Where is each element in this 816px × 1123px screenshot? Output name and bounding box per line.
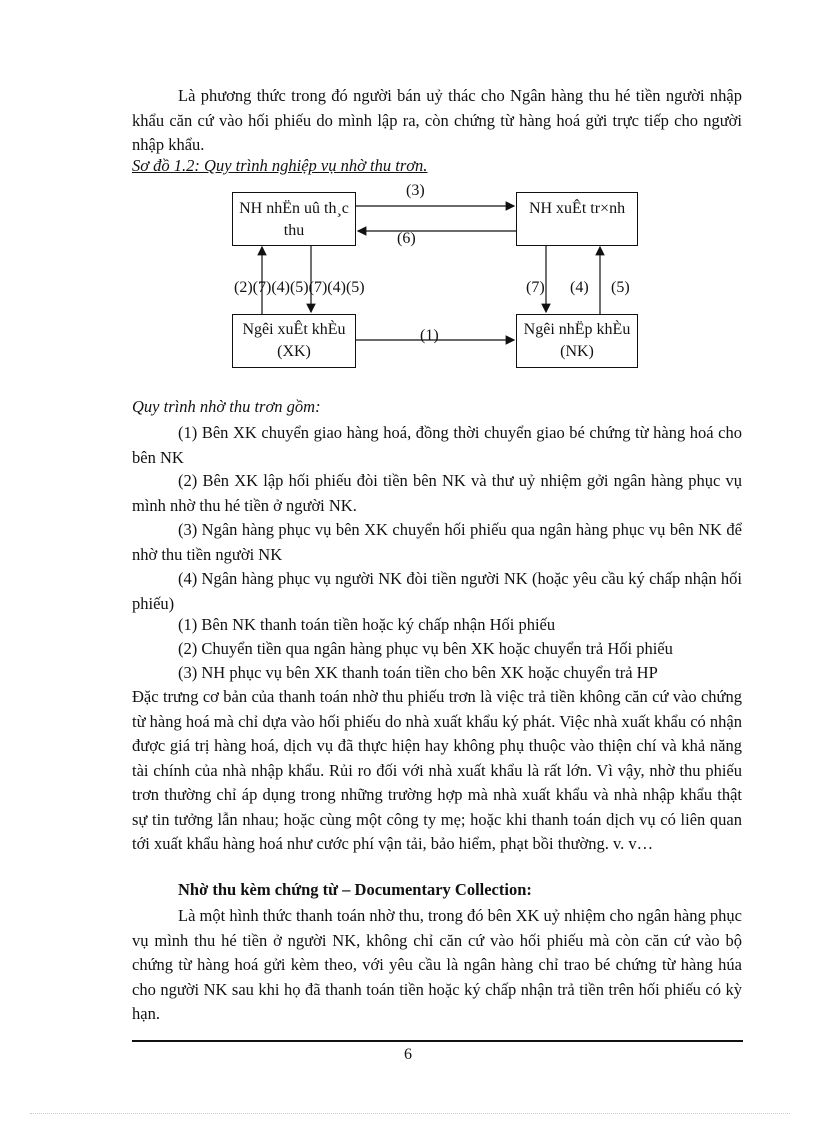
label-step-1: (1) bbox=[420, 327, 439, 344]
exporter-label: Ngêi xuÊt khÈu (XK) bbox=[242, 321, 346, 360]
step-item: (4) Ngân hàng phục vụ người NK đòi tiền người NK (hoặc yêu cầu ký chấp nhận hối phiếu) bbox=[132, 569, 742, 613]
remitting-bank-label: NH xuÊt tr×nh bbox=[528, 200, 626, 217]
label-step-6: (6) bbox=[397, 230, 416, 247]
label-step-3: (3) bbox=[406, 182, 425, 199]
step-item: (2) Chuyển tiền qua ngân hàng phục vụ bên XK hoặc chuyển trả Hối phiếu bbox=[178, 639, 673, 658]
footer-rule bbox=[132, 1040, 743, 1042]
label-left-steps: (2)(7)(4)(5)(7)(4)(5) bbox=[234, 279, 365, 296]
label-right-step-5: (5) bbox=[611, 279, 630, 296]
step-item: (2) Bên XK lập hối phiếu đòi tiền bên NK và thư uỷ nhiệm gởi ngân hàng phục vụ mình nhờ thu hé tiền ở người NK. bbox=[132, 471, 742, 515]
diagram-caption: Sơ đồ 1.2: Quy trình nghiệp vụ nhờ thu trơn. bbox=[132, 156, 428, 175]
documentary-paragraph: Là một hình thức thanh toán nhờ thu, trong đó bên XK uỷ nhiệm cho ngân hàng phục vụ mình thu hé tiền ở người NK, không chỉ căn cứ vào hối phiếu mà còn căn cứ vào bộ chứng từ hàng hoá gửi kèm theo, với yêu cầu là ngân hàng chỉ trao bé chứng từ hàng húa cho người NK sau khi họ đã thanh toán tiền hoặc ký chấp nhận trả tiền trên hối phiếu có kỳ hạn. bbox=[132, 906, 742, 1023]
label-right-step-4: (4) bbox=[570, 279, 589, 296]
collecting-bank-label: NH nhËn uû th¸c thu bbox=[239, 200, 349, 239]
importer-box bbox=[516, 314, 638, 368]
page-number: 6 bbox=[404, 1046, 412, 1063]
steps-title: Quy trình nhờ thu trơn gồm: bbox=[132, 397, 321, 416]
collecting-bank-box bbox=[232, 192, 356, 246]
feature-paragraph: Đặc trưng cơ bản của thanh toán nhờ thu phiếu trơn là việc trả tiền không căn cứ vào chứng từ hàng hoá mà chỉ dựa vào hối phiếu do nhà xuất khẩu ký phát. Việc nhà xuất khẩu có nhận được giá trị hàng hoá, dịch vụ đã thực hiện hay không phụ thuộc vào thiện chí và khả năng tài chính của nhà nhập khẩu. Rủi ro đối với nhà xuất khẩu là rất lớn. Vì vậy, nhờ thu phiếu trơn thường chỉ áp dụng trong những trường hợp mà nhà xuất khẩu và nhà nhập khẩu thật sự tin tưởng lẫn nhau; hoặc cùng một công ty mẹ; hoặc khi thanh toán dịch vụ có liên quan tới xuất khẩu hàng hoá như cước phí vận tải, bảo hiểm, phạt bồi thường. v. v… bbox=[132, 687, 742, 853]
intro-paragraph: Là phương thức trong đó người bán uỷ thác cho Ngân hàng thu hé tiền người nhập khẩu căn cứ vào hối phiếu do mình lập ra, còn chứng từ hàng hoá gửi trực tiếp cho người nhập khẩu. bbox=[132, 86, 742, 154]
step-item: (3) NH phục vụ bên XK thanh toán tiền cho bên XK hoặc chuyển trả HP bbox=[178, 663, 658, 682]
step-item: (1) Bên XK chuyển giao hàng hoá, đồng thời chuyển giao bé chứng từ hàng hoá cho bên NK bbox=[132, 423, 742, 467]
page-edge-dots bbox=[30, 1113, 790, 1114]
diagram-arrows bbox=[0, 0, 816, 400]
importer-label: Ngêi nhËp khÈu (NK) bbox=[523, 321, 631, 360]
documentary-heading: Nhờ thu kèm chứng từ – Documentary Collection: bbox=[178, 880, 532, 899]
remitting-bank-box bbox=[516, 192, 638, 246]
label-right-step-7: (7) bbox=[526, 279, 545, 296]
step-item: (3) Ngân hàng phục vụ bên XK chuyển hối phiếu qua ngân hàng phục vụ bên NK để nhờ thu tiền người NK bbox=[132, 520, 742, 564]
exporter-box bbox=[232, 314, 356, 368]
step-item: (1) Bên NK thanh toán tiền hoặc ký chấp nhận Hối phiếu bbox=[178, 615, 556, 634]
